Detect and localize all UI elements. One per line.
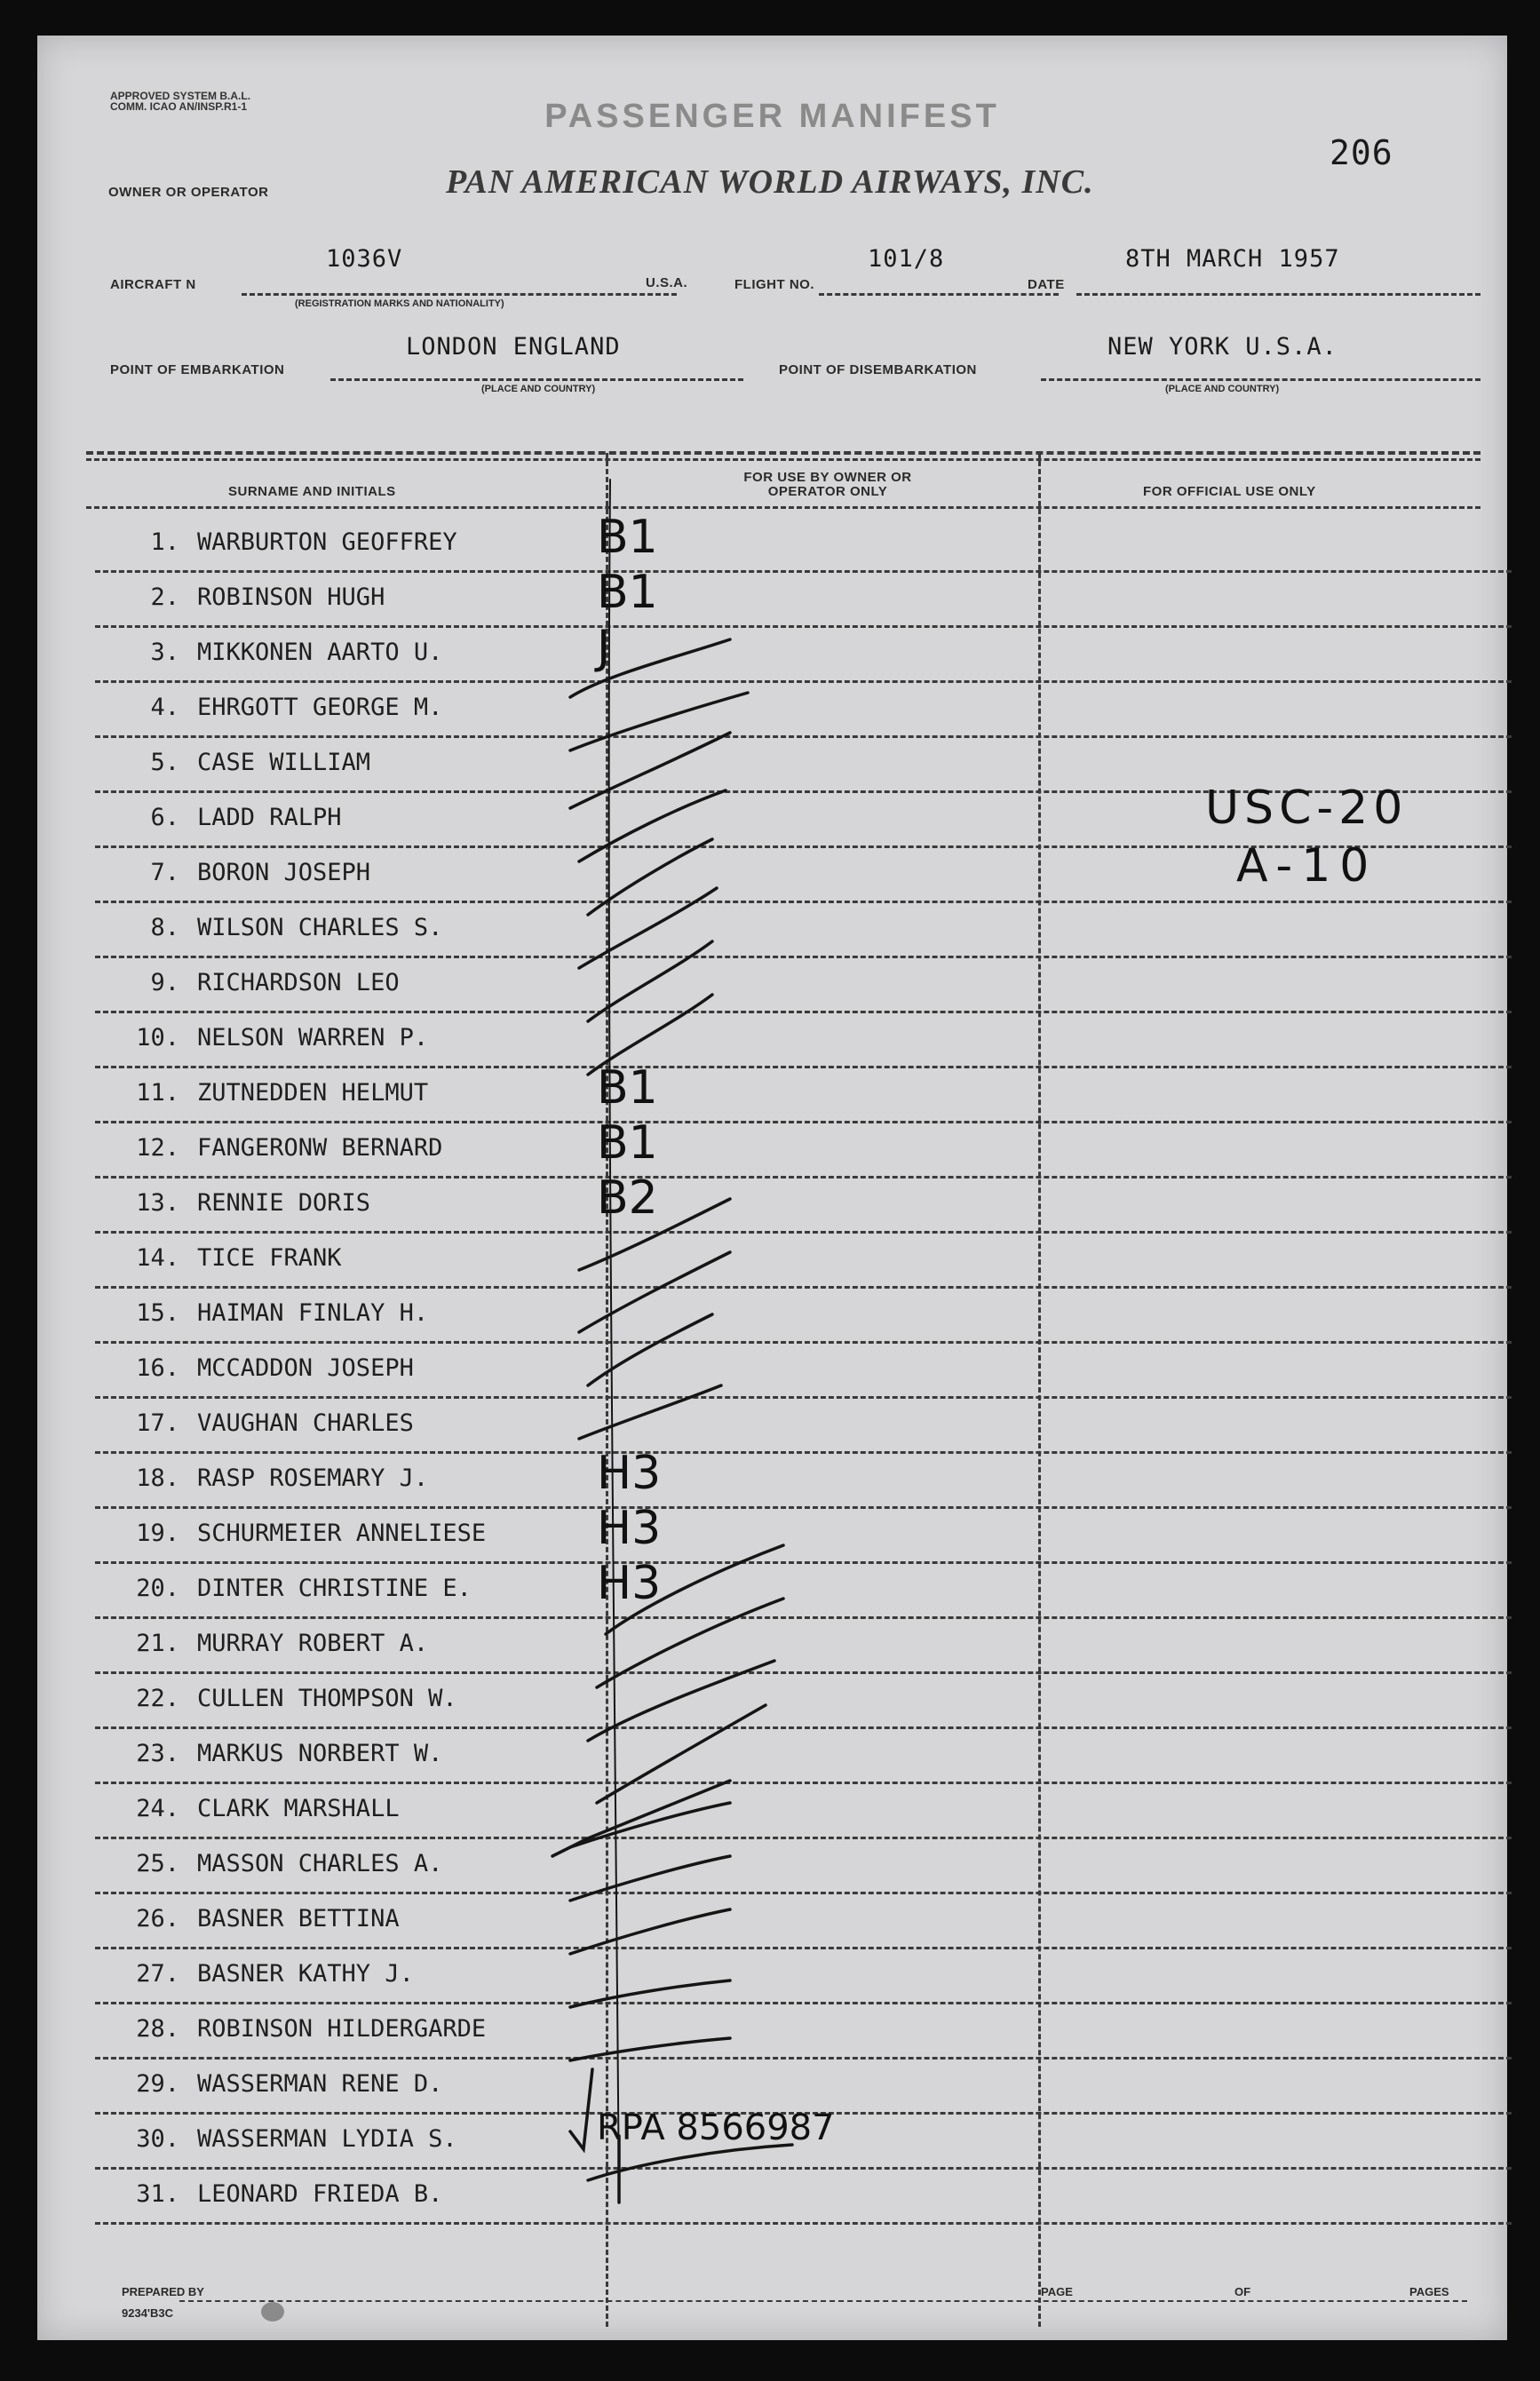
passenger-number: 7. [150, 859, 179, 886]
passenger-number: 26. [136, 1905, 179, 1933]
manifest-sheet [37, 36, 1507, 2340]
passenger-number: 23. [136, 1740, 179, 1767]
passenger-number: 9. [150, 969, 179, 996]
passenger-name: FANGERONW BERNARD [197, 1134, 443, 1162]
passenger-number: 19. [136, 1520, 179, 1547]
pages-label: PAGES [1409, 2285, 1449, 2298]
check-29 [570, 2069, 592, 2149]
passenger-name: MARKUS NORBERT W. [197, 1740, 443, 1767]
passenger-number: 22. [136, 1685, 179, 1712]
operator-mark: H3 [597, 1447, 662, 1500]
embarkation-value: LONDON ENGLAND [406, 333, 621, 361]
passenger-name: MCCADDON JOSEPH [197, 1354, 414, 1382]
surname-column-header: SURNAME AND INITIALS [228, 484, 396, 499]
operator-mark: B2 [597, 1171, 658, 1225]
passenger-number: 6. [150, 804, 179, 831]
aircraft-sublabel: (REGISTRATION MARKS AND NATIONALITY) [295, 298, 504, 309]
embarkation-label: POINT OF EMBARKATION [110, 362, 285, 377]
page-number: 206 [1330, 133, 1393, 172]
passenger-name: MIKKONEN AARTO U. [197, 639, 443, 666]
passenger-number: 21. [136, 1630, 179, 1657]
check-strokes [552, 480, 792, 2202]
passenger-number: 8. [150, 914, 179, 941]
passenger-number: 5. [150, 749, 179, 776]
passenger-number: 18. [136, 1464, 179, 1492]
passenger-name: LEONARD FRIEDA B. [197, 2180, 443, 2208]
passenger-number: 2. [150, 583, 179, 611]
passenger-name: MURRAY ROBERT A. [197, 1630, 429, 1657]
company-name: PAN AMERICAN WORLD AIRWAYS, INC. [446, 163, 1094, 201]
passenger-name: CASE WILLIAM [197, 749, 371, 776]
passenger-number: 14. [136, 1244, 179, 1272]
passenger-number: 3. [150, 639, 179, 666]
passenger-name: MASSON CHARLES A. [197, 1850, 443, 1877]
operator-mark: H3 [597, 1557, 662, 1610]
passenger-name: WARBURTON GEOFFREY [197, 528, 457, 556]
passenger-number: 4. [150, 694, 179, 721]
operator-mark: B1 [597, 566, 658, 619]
handwritten-checkmarks [37, 36, 1507, 2340]
passenger-name: BASNER KATHY J. [197, 1960, 414, 1988]
passenger-name: SCHURMEIER ANNELIESE [197, 1520, 487, 1547]
passenger-number: 17. [136, 1409, 179, 1437]
passenger-number: 16. [136, 1354, 179, 1382]
passenger-name: TICE FRANK [197, 1244, 342, 1272]
passenger-number: 25. [136, 1850, 179, 1877]
passenger-name: LADD RALPH [197, 804, 342, 831]
passenger-number: 29. [136, 2070, 179, 2098]
flight-label: FLIGHT NO. [734, 277, 814, 292]
official-note-2: A-10 [1236, 839, 1378, 893]
operator-mark: J [597, 621, 611, 674]
form-code: 9234'B3C [122, 2306, 174, 2320]
owner-use-column-header: FOR USE BY OWNER OR OPERATOR ONLY [743, 470, 912, 499]
date-label: DATE [1028, 277, 1065, 292]
owner-label: OWNER OR OPERATOR [108, 185, 269, 200]
passenger-name: ZUTNEDDEN HELMUT [197, 1079, 429, 1107]
flight-value: 101/8 [868, 245, 945, 273]
passenger-number: 12. [136, 1134, 179, 1162]
operator-mark: B1 [597, 511, 658, 564]
passenger-name: EHRGOTT GEORGE M. [197, 694, 443, 721]
passenger-name: CLARK MARSHALL [197, 1795, 400, 1822]
passenger-number: 11. [136, 1079, 179, 1107]
country-label: U.S.A. [646, 275, 688, 290]
passenger-number: 10. [136, 1024, 179, 1052]
passenger-number: 20. [136, 1575, 179, 1602]
disembarkation-sublabel: (PLACE AND COUNTRY) [1165, 384, 1280, 394]
passenger-number: 30. [136, 2125, 179, 2153]
approval-stamp: APPROVED SYSTEM B.A.L. COMM. ICAO AN/INSP.R1-1 [110, 90, 251, 113]
passenger-number: 27. [136, 1960, 179, 1988]
passenger-name: RENNIE DORIS [197, 1189, 371, 1217]
passenger-name: HAIMAN FINLAY H. [197, 1299, 429, 1327]
date-value: 8TH MARCH 1957 [1125, 245, 1340, 273]
of-label: OF [1234, 2285, 1251, 2298]
passenger-name: CULLEN THOMPSON W. [197, 1685, 457, 1712]
passenger-name: DINTER CHRISTINE E. [197, 1575, 472, 1602]
prepared-by-label: PREPARED BY [122, 2285, 204, 2298]
aircraft-label: AIRCRAFT N [110, 277, 196, 292]
passenger-number: 31. [136, 2180, 179, 2208]
aircraft-value: 1036V [326, 245, 403, 273]
passenger-number: 28. [136, 2015, 179, 2043]
passenger-number: 24. [136, 1795, 179, 1822]
passenger-number: 1. [150, 528, 179, 556]
operator-mark: B1 [597, 1116, 658, 1170]
passenger-name: BORON JOSEPH [197, 859, 371, 886]
embarkation-sublabel: (PLACE AND COUNTRY) [481, 384, 596, 394]
passenger-name: ROBINSON HILDERGARDE [197, 2015, 487, 2043]
official-use-column-header: FOR OFFICIAL USE ONLY [1143, 484, 1316, 499]
footer-rule [179, 2300, 1467, 2302]
passenger-name: NELSON WARREN P. [197, 1024, 429, 1052]
passenger-name: BASNER BETTINA [197, 1905, 400, 1933]
passenger-name: WASSERMAN LYDIA S. [197, 2125, 457, 2153]
passenger-number: 13. [136, 1189, 179, 1217]
form-title: PASSENGER MANIFEST [544, 98, 1000, 135]
passenger-name: VAUGHAN CHARLES [197, 1409, 414, 1437]
disembarkation-label: POINT OF DISEMBARKATION [779, 362, 977, 377]
operator-mark: B1 [597, 1061, 658, 1115]
passenger-name: WASSERMAN RENE D. [197, 2070, 443, 2098]
union-bug-icon [261, 2302, 284, 2321]
disembarkation-value: NEW YORK U.S.A. [1107, 333, 1338, 361]
operator-mark: RPA 8566987 [597, 2107, 835, 2148]
passenger-name: WILSON CHARLES S. [197, 914, 443, 941]
page-label: PAGE [1041, 2285, 1073, 2298]
operator-mark: H3 [597, 1502, 662, 1555]
passenger-name: ROBINSON HUGH [197, 583, 385, 611]
passenger-number: 15. [136, 1299, 179, 1327]
passenger-name: RICHARDSON LEO [197, 969, 400, 996]
passenger-name: RASP ROSEMARY J. [197, 1464, 429, 1492]
official-note-1: USC-20 [1205, 782, 1409, 835]
